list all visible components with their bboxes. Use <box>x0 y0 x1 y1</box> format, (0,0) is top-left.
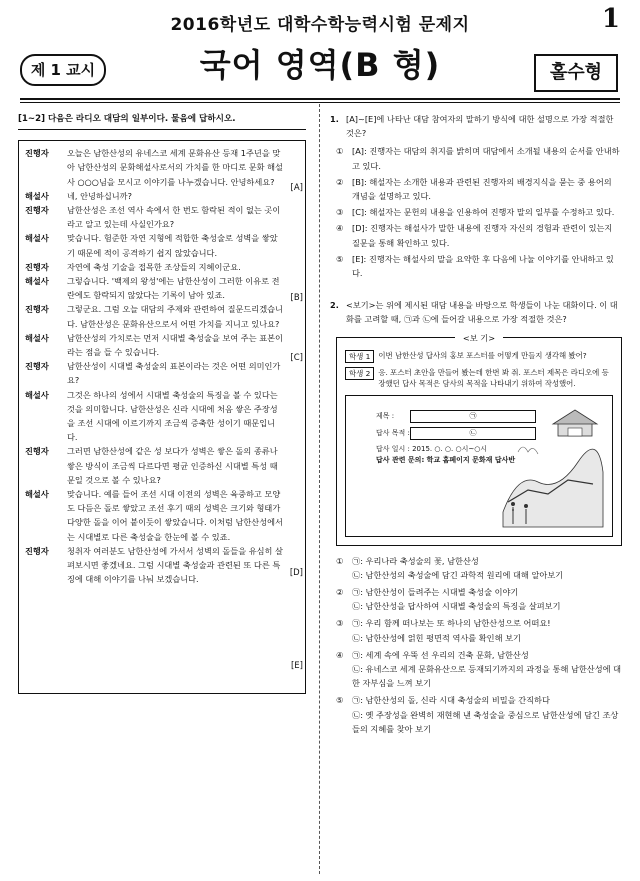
speaker-label: 해설사 <box>25 332 49 343</box>
speaker-label: 진행자 <box>25 205 49 216</box>
utterance-text: 맞습니다. 예를 들어 조선 시대 이전의 성벽은 육중하고 모양도 다듬은 돌로 쌓았고 조선 후기 때의 성벽은 크기와 형태가 다양한 돌을 이어 붙이듯이 쌓았습니다. 이처럼 남한산성에서는 시대별로 다른 축성술을 한눈에 볼 수 있죠. <box>67 489 283 542</box>
utterance-text: 그렇군요. 그럼 오늘 대담의 주제와 관련하여 질문드리겠습니다. 남한산성은 문화유산으로서 어떤 가치를 지니고 있나요? <box>67 304 283 329</box>
header-rule <box>20 98 620 100</box>
option-line-b: ㉡: 남한산성에 얽힌 평면적 역사를 확인해 보기 <box>352 632 521 643</box>
question-1 <box>330 112 622 140</box>
utterance-text: 오늘은 남한산성의 유네스코 세계 문화유산 등재 1주년을 맞아 남한산성의 문화해설사로서의 가치를 한 마디로 문화 해설사 ○○○님을 모시고 이야기를 나누겠습니다. 안녕하세요? <box>67 148 283 187</box>
dialogue-box <box>18 140 306 694</box>
speaker-label: 진행자 <box>25 148 49 159</box>
speaker-label: 진행자 <box>25 446 49 457</box>
option-text: [E]: 진행자는 해설사의 말을 요약한 후 다음에 나눌 이야기를 안내하고 있다. <box>352 253 614 279</box>
student-text: 응. 포스터 초안을 만들어 봤는데 한번 봐 줘. 포스터 제목은 라디오에 등장했던 답사 목적은 담사의 목적을 나타내기 위하여 작성했어. <box>378 367 609 388</box>
question-2 <box>330 298 622 326</box>
poster-title-blank: ㉠ <box>410 410 536 423</box>
dialogue-turn <box>25 274 283 302</box>
dialogue-turn <box>25 231 283 259</box>
answer-option[interactable] <box>330 693 622 736</box>
option-text: [D]: 진행자는 해설사가 말한 내용에 진행자 자신의 경험과 관련이 있는지 질문을 통해 확인하고 있다. <box>352 223 613 248</box>
question-stem: [A]~[E]에 나타난 대담 참여자의 말하기 방식에 대한 설명으로 가장 적절한 것은? <box>346 114 614 139</box>
right-column <box>330 112 622 739</box>
dialogue-turn <box>25 544 283 587</box>
speaker-label: 진행자 <box>25 361 49 372</box>
option-number: ① <box>336 146 344 157</box>
dialogue-turn <box>25 260 283 274</box>
utterance-text: 맞습니다. 험준한 자연 지형에 적합한 축성술로 성벽을 쌓았기 때문에 적이 공격하기 쉽지 않았습니다. <box>67 233 278 258</box>
answer-option[interactable] <box>330 554 622 582</box>
fortress-illustration <box>498 402 608 530</box>
option-line-b: ㉡: 남한산성의 축성술에 담긴 과학적 원리에 대해 알아보기 <box>352 569 564 580</box>
bracket-marker: [A] <box>290 183 303 194</box>
column-divider <box>319 104 320 874</box>
subject-title: 국어 영역(B 형) <box>199 46 441 84</box>
poster-contact: 답사 관련 문의: 학교 홈페이지 문화재 답사반 <box>376 455 516 464</box>
option-number: ④ <box>336 223 344 234</box>
utterance-text: 자연에 축성 기술을 접목한 조상들의 지혜이군요. <box>67 261 241 272</box>
utterance-text: 그렇습니다. '백제의 왕성'에는 남한산성이 그러한 이유로 전란에도 함락되지 않았다는 기록이 남아 있죠. <box>67 276 280 301</box>
utterance-text: 네, 안녕하십니까? <box>67 190 132 201</box>
question-stem: <보기>는 위에 제시된 대담 내용을 바탕으로 학생들이 나눈 대화이다. 이 대화를 고려할 때, ㉠과 ㉡에 들어갈 내용으로 가장 적절한 것은? <box>346 300 618 325</box>
dialogue-turn <box>25 444 283 487</box>
student-dialogue <box>345 367 613 389</box>
utterance-text: 그것은 하나의 성에서 시대별 축성술의 특징을 볼 수 있다는 것을 의미합니다. 남한산성은 신라 시대에 처음 쌓은 주장성을 조선 시대에 이르기까지 조금씩 증축한 성이기 때문입니다. <box>67 389 278 443</box>
option-number: ⑤ <box>336 253 344 264</box>
option-number: ② <box>336 587 344 598</box>
dialogue-turn <box>25 203 283 231</box>
poster-title-label: 제목 : <box>376 411 395 420</box>
answer-option[interactable] <box>336 205 622 219</box>
option-number: ② <box>336 176 344 187</box>
option-line-a: ㉠: 세계 속에 우뚝 선 우리의 건축 문화, 남한산성 <box>352 649 529 660</box>
poster-draft <box>345 395 613 537</box>
utterance-text: 남한산성이 시대별 축성술의 표본이라는 것은 어떤 의미인가요? <box>67 361 281 386</box>
exam-title: 2016학년도 대학수학능력시험 문제지 <box>170 15 470 35</box>
option-line-a: ㉠: 남한산성의 돌, 신라 시대 축성술의 비밀을 간직하다 <box>352 695 550 706</box>
dialogue-turn <box>25 359 283 387</box>
option-line-b: ㉡: 옛 주장성을 완벽히 재현해 낸 축성술을 중심으로 남한산성에 담긴 조상들의 지혜를 찾아 보기 <box>352 709 619 734</box>
answer-option[interactable] <box>336 144 622 172</box>
student-text: 이번 남한산성 답사의 홍보 포스터를 어떻게 만들지 생각해 봤어? <box>378 350 587 360</box>
student-tag: 학생 2 <box>345 367 374 380</box>
utterance-text: 남한산성은 조선 역사 속에서 한 번도 함락된 적이 없는 곳이라고 알고 있는데 사실인가요? <box>67 205 281 230</box>
bracket-marker: [E] <box>290 661 303 672</box>
dialogue-turn <box>25 487 283 544</box>
speaker-label: 해설사 <box>25 489 49 500</box>
speaker-label: 해설사 <box>25 389 49 400</box>
answer-option[interactable] <box>336 221 622 249</box>
bracket-marker: [D] <box>289 568 303 579</box>
dialogue-turn <box>25 302 283 330</box>
answer-option[interactable] <box>336 252 622 280</box>
option-line-b: ㉡: 남한산성을 답사하여 시대별 축성술의 특징을 살펴보기 <box>352 601 561 612</box>
option-text: [B]: 해설자는 소개한 내용과 관련된 진행자의 배경지식을 묻는 중 용어의 개념을 설명하고 있다. <box>352 176 612 202</box>
bogi-title: <보 기> <box>455 333 503 343</box>
option-number: ④ <box>336 649 344 660</box>
option-line-a: ㉠: 우리나라 축성술의 꽃, 남한산성 <box>352 555 479 566</box>
question-number: 2. <box>330 300 339 311</box>
answer-option[interactable] <box>336 175 622 203</box>
utterance-text: 그러면 남한산성에 같은 성 보다가 성벽은 쌓은 돌의 종류나 쌓은 방식이 조금씩 다르다면 평균 인증하신 시대별 특성 때문일 것으로 볼 수 있나요? <box>67 446 278 485</box>
utterance-text: 청취자 여러분도 남한산성에 가서서 성벽의 돌들을 유심히 살펴보시면 좋겠네요. 그럼 시대별 축성술과 관련된 또 다른 특징에 대해 이야기를 나눠 보겠습니다. <box>67 545 283 585</box>
option-number: ③ <box>336 618 344 629</box>
speaker-label: 진행자 <box>25 545 49 556</box>
option-number: ⑤ <box>336 695 344 706</box>
dialogue-turn <box>25 146 283 189</box>
student-tag: 학생 1 <box>345 350 374 363</box>
option-number: ① <box>336 555 344 566</box>
option-number: ③ <box>336 207 344 218</box>
speaker-label: 해설사 <box>25 276 49 287</box>
option-text: [A]: 진행자는 대담의 취지를 밝히며 대담에서 소개될 내용의 순서를 안내하고 있다. <box>352 146 620 171</box>
form-type-box: 홀수형 <box>534 54 618 92</box>
speaker-label: 해설사 <box>25 233 49 244</box>
bracket-marker: [C] <box>290 353 303 364</box>
speaker-label: 진행자 <box>25 261 49 272</box>
page-number: 1 <box>601 4 620 34</box>
poster-purpose-blank: ㉡ <box>410 427 536 440</box>
poster-purpose-label: 답사 목적 : <box>376 428 410 437</box>
left-column <box>18 112 306 694</box>
poster-date: 답사 일시 : 2015. ○. ○. ○시~○시 <box>376 444 488 453</box>
question-number: 1. <box>330 114 339 124</box>
answer-option[interactable] <box>330 648 622 691</box>
period-badge: 제 1 교시 <box>20 54 106 86</box>
answer-option[interactable] <box>330 616 622 644</box>
answer-option[interactable] <box>330 585 622 613</box>
bracket-marker: [B] <box>290 293 303 304</box>
dialogue-turn <box>25 388 283 445</box>
header-rule-thin <box>20 102 620 103</box>
instruction: [1~2] 다음은 라디오 대담의 일부이다. 물음에 답하시오. <box>18 112 306 130</box>
speaker-label: 해설사 <box>25 190 49 201</box>
dialogue-turn <box>25 331 283 359</box>
option-text: [C]: 해설자는 문헌의 내용을 인용하여 진행자 말의 일부를 수정하고 있다. <box>352 207 615 218</box>
bogi-box <box>336 332 622 546</box>
speaker-label: 진행자 <box>25 304 49 315</box>
option-line-b: ㉡: 유네스코 세계 문화유산으로 등재되기까지의 과정을 통해 남한산성에 대한 자부심을 느껴 보기 <box>352 664 622 689</box>
student-dialogue <box>345 350 613 363</box>
dialogue-turn <box>25 189 283 203</box>
option-line-a: ㉠: 우리 함께 떠나보는 또 하나의 남한산성으로 어떠요! <box>352 618 551 629</box>
option-line-a: ㉠: 남한산성이 들려주는 시대별 축성술 이야기 <box>352 587 519 598</box>
utterance-text: 남한산성의 가치로는 먼저 시대별 축성술을 보여 주는 표본이라는 점을 들 수 있습니다. <box>67 332 283 358</box>
